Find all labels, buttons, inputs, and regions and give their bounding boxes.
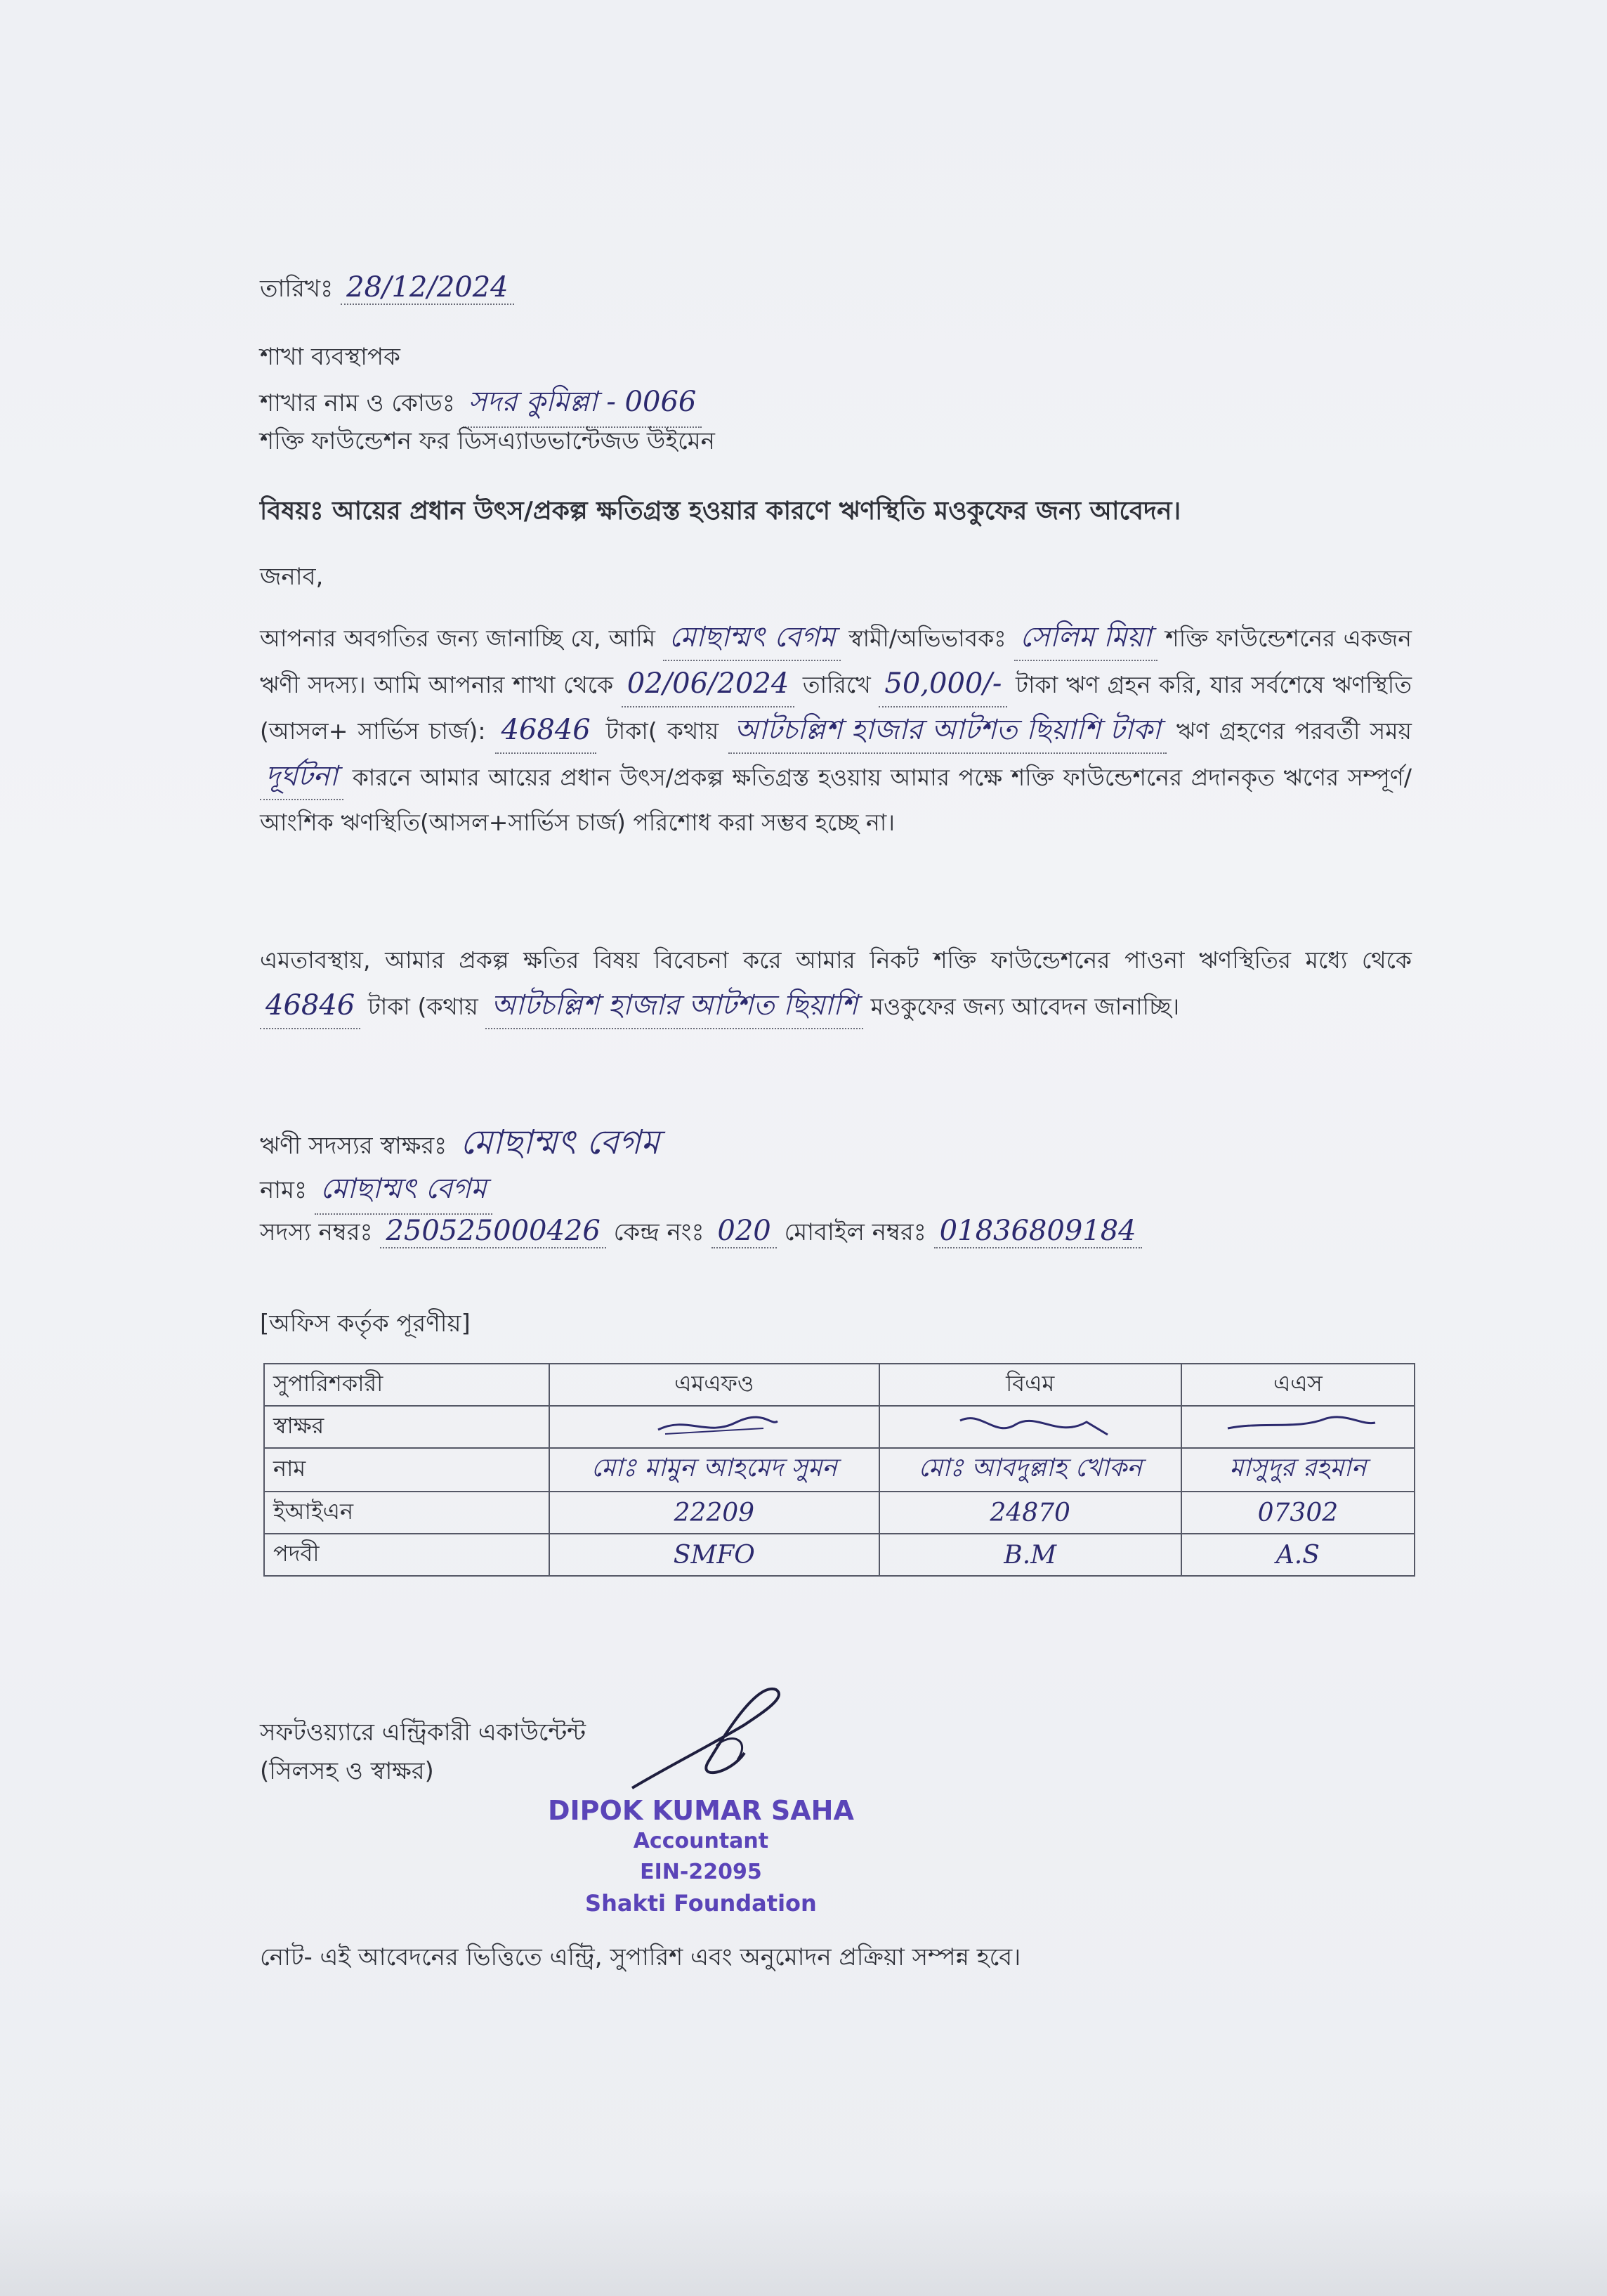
stamp-org: Shakti Foundation	[585, 1890, 817, 1917]
table-row	[264, 1406, 1415, 1448]
table-header: বিএম	[879, 1364, 1181, 1406]
mobile-value: 01836809184	[934, 1215, 1142, 1248]
mobile-label: মোবাইল নম্বরঃ	[784, 1218, 926, 1246]
table-header: এএস	[1181, 1364, 1415, 1406]
loan-date-handwritten: 02/06/2024	[622, 661, 795, 707]
addressee-manager: শাখা ব্যবস্থাপক	[260, 343, 400, 371]
p1-text-b: স্বামী/অভিভাবকঃ	[848, 625, 1006, 652]
table-row	[264, 1492, 1415, 1534]
p2-text-b: টাকা (কথায়	[367, 993, 478, 1020]
salutation: জনাব,	[260, 563, 324, 591]
p1-text-c: শক্তি ফাউন্ডেশনের একজন ঋণী সদস্য। আমি আপনার শাখা থেকে	[260, 625, 1412, 698]
signature-as	[1214, 1409, 1382, 1440]
member-name-label: নামঃ	[260, 1176, 308, 1204]
loan-amount-handwritten: 50,000/-	[879, 661, 1007, 707]
table-header: এমএফও	[549, 1364, 879, 1406]
stamp-ein: EIN-22095	[640, 1860, 762, 1884]
member-id-line	[260, 1214, 1142, 1254]
p2-text-c: মওকুফের জন্য আবেদন জানাচ্ছি।	[870, 993, 1180, 1020]
date-value: 28/12/2024	[341, 271, 514, 305]
p1-text-h: কারনে আমার আয়ের প্রধান উৎস/প্রকল্প ক্ষতিগ্রস্ত হওয়ায় আমার পক্ষে শক্তি ফাউন্ডেশনের প্রদানকৃত ঋণের সম্পূর্ণ/আংশিক ঋণস্থিতি(আসল+সার্ভিস চার্জ) পরিশোধ করা সম্ভব হচ্ছে না।	[260, 764, 1412, 836]
waive-amount-handwritten: 46846	[260, 983, 360, 1029]
table-cell: মোঃ মামুন আহমেদ সুমন	[549, 1448, 879, 1492]
member-name-line	[260, 1166, 492, 1215]
table-cell: B.M	[879, 1534, 1181, 1576]
date-line	[260, 270, 514, 311]
member-signature-line	[260, 1117, 665, 1173]
recommendation-table	[263, 1363, 1415, 1577]
branch-label: শাখার নাম ও কোডঃ	[260, 389, 455, 417]
p1-text-a: আপনার অবগতির জন্য জানাচ্ছি যে, আমি	[260, 625, 656, 652]
branch-value: সদর কুমিল্লা - 0066	[463, 379, 702, 428]
p2-text-a: এমতাবস্থায়, আমার প্রকল্প ক্ষতির বিষয় বিবেচনা করে আমার নিকট শক্তি ফাউন্ডেশনের পাওনা ঋণস্থিতির মধ্যে থেকে	[260, 946, 1412, 974]
table-cell: 07302	[1181, 1492, 1415, 1534]
signature-cell	[879, 1406, 1181, 1448]
signature-mfo	[644, 1409, 785, 1440]
reason-handwritten: দূর্ঘটনা	[260, 754, 343, 800]
row-label: নাম	[264, 1448, 549, 1492]
table-row	[264, 1448, 1415, 1492]
stamp-title: Accountant	[633, 1829, 769, 1853]
member-name-value: মোছাম্মৎ বেগম	[315, 1166, 492, 1215]
body-paragraph-2	[260, 938, 1412, 1029]
stamp-name: DIPOK KUMAR SAHA	[548, 1795, 854, 1826]
footer-note: নোট- এই আবেদনের ভিত্তিতে এন্ট্রি, সুপারিশ এবং অনুমোদন প্রক্রিয়া সম্পন্ন হবে।	[260, 1943, 1021, 1971]
subject-line: বিষয়ঃ আয়ের প্রধান উৎস/প্রকল্প ক্ষতিগ্রস্ত হওয়ার কারণে ঋণস্থিতি মওকুফের জন্য আবেদন।	[260, 497, 1181, 526]
table-cell: SMFO	[549, 1534, 879, 1576]
p1-text-g: ঋণ গ্রহণের পরবর্তী সময়	[1176, 717, 1412, 745]
organization-name: শক্তি ফাউন্ডেশন ফর ডিসএ্যাডভান্টেজড উইমেন	[260, 427, 715, 455]
member-name-handwritten: মোছাম্মৎ বেগম	[663, 615, 841, 661]
table-header-row	[264, 1364, 1415, 1406]
office-note: [অফিস কর্তৃক পূরণীয়]	[260, 1310, 471, 1338]
p1-text-e: টাকা ঋণ গ্রহন করি, যার সর্বশেষে ঋণস্থিতি (আসল+ সার্ভিস চার্জ):	[260, 671, 1412, 745]
center-label: কেন্দ্র নংঃ	[613, 1218, 704, 1246]
signature-bm	[946, 1407, 1115, 1442]
accountant-label: সফটওয়্যারে এন্ট্রিকারী একাউন্টেন্ট	[260, 1718, 586, 1747]
branch-line	[260, 379, 702, 428]
row-label: ইআইএন	[264, 1492, 549, 1534]
signature-cell	[549, 1406, 879, 1448]
accountant-sub: (সিলসহ ও স্বাক্ষর)	[260, 1757, 434, 1785]
p1-text-d: তারিখে	[802, 671, 871, 698]
table-cell: মোঃ আবদুল্লাহ খোকন	[879, 1448, 1181, 1492]
center-value: 020	[711, 1215, 776, 1248]
member-signature: মোছাম্মৎ বেগম	[460, 1123, 660, 1162]
body-paragraph-1	[260, 615, 1412, 845]
balance-handwritten: 46846	[495, 707, 596, 754]
table-cell: মাসুদুর রহমান	[1181, 1448, 1415, 1492]
guardian-handwritten: সেলিম মিয়া	[1014, 615, 1157, 661]
waive-words-handwritten: আটচল্লিশ হাজার আটশত ছিয়াশি	[485, 983, 863, 1029]
p1-text-f: টাকা( কথায়	[605, 717, 719, 745]
date-label: তারিখঃ	[260, 275, 334, 303]
signature-cell	[1181, 1406, 1415, 1448]
table-cell: 22209	[549, 1492, 879, 1534]
table-header: সুপারিশকারী	[264, 1364, 549, 1406]
paper-shadow	[0, 2184, 1607, 2296]
row-label: পদবী	[264, 1534, 549, 1576]
member-id-label: সদস্য নম্বরঃ	[260, 1218, 373, 1246]
member-id-value: 250525000426	[380, 1215, 605, 1248]
member-sign-label: ঋণী সদস্যর স্বাক্ষরঃ	[260, 1132, 447, 1160]
table-row	[264, 1534, 1415, 1576]
table-cell: 24870	[879, 1492, 1181, 1534]
accountant-signature	[625, 1683, 794, 1802]
table-cell: A.S	[1181, 1534, 1415, 1576]
row-label: স্বাক্ষর	[264, 1406, 549, 1448]
balance-words-handwritten: আটচল্লিশ হাজার আটশত ছিয়াশি টাকা	[728, 707, 1167, 754]
accountant-stamp	[548, 1795, 854, 1919]
